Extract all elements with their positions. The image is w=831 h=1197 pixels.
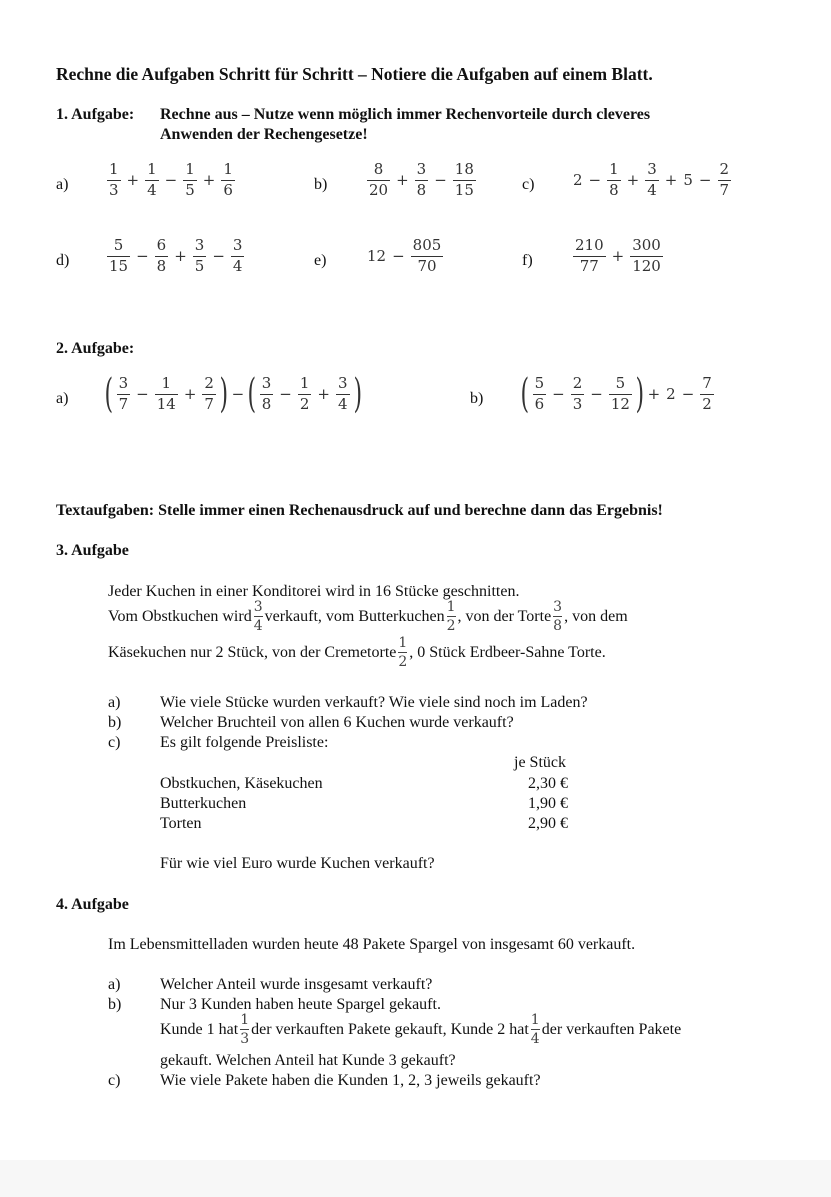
math-operator: + — [317, 385, 330, 403]
fraction-numerator: 7 — [702, 373, 712, 392]
task3-fraction-butterkuchen — [447, 600, 456, 633]
task1-d-expression — [104, 238, 247, 275]
task3-fraction-obstkuchen — [254, 600, 263, 633]
task2-label: 2. Aufgabe: — [56, 340, 135, 357]
price-value-butterkuchen: 1,90 € — [528, 795, 568, 812]
fraction-denominator: 8 — [156, 256, 167, 275]
fraction-numerator: 5 — [615, 373, 626, 392]
fraction-bar — [553, 616, 562, 617]
fraction — [571, 373, 585, 413]
fraction-denominator: 7 — [719, 180, 730, 199]
open-paren: ( — [247, 371, 257, 417]
math-number: 5 — [683, 171, 693, 190]
fraction-denominator: 7 — [204, 394, 214, 413]
task4-qc-text: Wie viele Pakete haben die Kunden 1, 2, 3 jeweils gekauft? — [160, 1072, 541, 1089]
task4-fraction-kunde2 — [531, 1013, 540, 1046]
fraction-denominator: 8 — [553, 618, 563, 634]
math-operator: − — [164, 171, 178, 190]
task3-qa-label: a) — [108, 694, 121, 711]
task3-label: 3. Aufgabe — [56, 542, 129, 559]
fraction-denominator: 4 — [338, 394, 348, 413]
fraction-denominator: 3 — [109, 180, 119, 199]
math-operator: − — [279, 385, 292, 403]
task4-qc-label: c) — [108, 1072, 121, 1089]
fraction-numerator: 3 — [232, 236, 243, 254]
fraction — [367, 162, 390, 199]
fraction-bar — [398, 652, 407, 653]
fraction-denominator: 14 — [156, 394, 176, 413]
math-operator: − — [590, 385, 603, 403]
math-number: 12 — [367, 247, 387, 266]
fraction-denominator: 8 — [609, 180, 619, 199]
math-operator: − — [698, 171, 712, 190]
fraction-numerator: 3 — [261, 373, 272, 392]
fraction-denominator: 4 — [232, 256, 243, 275]
fraction-numerator: 3 — [253, 599, 263, 615]
fraction-numerator: 5 — [113, 236, 124, 254]
task3-p2-text-c: , von der Torte — [457, 607, 552, 625]
fraction-denominator: 12 — [610, 394, 630, 413]
fraction — [415, 162, 429, 199]
fraction — [193, 238, 207, 275]
fraction — [630, 238, 663, 275]
math-operator: − — [212, 247, 225, 266]
task1-f-expression — [570, 238, 666, 275]
task4-qa-text: Welcher Anteil wurde insgesamt verkauft? — [160, 976, 433, 993]
fraction-numerator: 3 — [118, 373, 129, 392]
fraction — [183, 162, 197, 199]
task4-qb-line2 — [160, 1013, 681, 1046]
fraction-bar — [240, 1029, 249, 1030]
price-table-header: je Stück — [514, 754, 566, 771]
fraction — [155, 373, 178, 413]
fraction-numerator: 1 — [240, 1012, 250, 1028]
fraction — [260, 373, 274, 413]
fraction-denominator: 5 — [185, 180, 195, 199]
worksheet-title: Rechne die Aufgaben Schritt für Schritt – Notiere die Aufgaben auf einem Blatt. — [56, 64, 653, 84]
task1-c-expression — [570, 162, 734, 199]
task4-label: 4. Aufgabe — [56, 896, 129, 913]
fraction-denominator: 2 — [446, 618, 456, 634]
task3-qb-label: b) — [108, 714, 122, 731]
task1-instruction-line1: Rechne aus – Nutze wenn möglich immer Rechenvorteile durch cleveres — [160, 106, 651, 123]
math-operator: + — [626, 171, 640, 190]
fraction — [607, 162, 621, 199]
fraction-numerator: 1 — [398, 635, 408, 651]
task3-paragraph-3 — [108, 636, 606, 669]
math-number: 2 — [666, 385, 676, 403]
fraction-denominator: 4 — [253, 618, 263, 634]
fraction-numerator: 210 — [575, 236, 604, 254]
fraction — [336, 373, 350, 413]
fraction-numerator: 3 — [194, 236, 205, 254]
task1-c-label: c) — [522, 176, 535, 193]
task1-f-label: f) — [522, 252, 533, 269]
price-item-butterkuchen: Butterkuchen — [160, 795, 247, 812]
price-value-torten: 2,90 € — [528, 815, 568, 832]
task2-a-label: a) — [56, 390, 69, 407]
task2-b-label: b) — [470, 390, 484, 407]
task4-intro: Im Lebensmittelladen wurden heute 48 Pakete Spargel von insgesamt 60 verkauft. — [108, 936, 636, 953]
task4-qb-text: Nur 3 Kunden haben heute Spargel gekauft. — [160, 996, 441, 1013]
fraction-denominator: 3 — [240, 1031, 250, 1047]
fraction — [202, 373, 216, 413]
fraction-numerator: 1 — [185, 160, 195, 178]
task3-p2-text-d: , von dem — [564, 607, 628, 625]
task3-paragraph-1: Jeder Kuchen in einer Konditorei wird in 16 Stücke geschnitten. — [108, 583, 520, 600]
task1-b-label: b) — [314, 176, 328, 193]
fraction-numerator: 3 — [416, 160, 427, 178]
fraction — [718, 162, 732, 199]
close-paren: ) — [353, 371, 362, 417]
task4-qb2-text-c: der verkauften Pakete — [541, 1020, 682, 1038]
task4-qa-label: a) — [108, 976, 121, 993]
task4-qb-line3: gekauft. Welchen Anteil hat Kunde 3 gekauft? — [160, 1052, 456, 1069]
price-item-obst-kaese: Obstkuchen, Käsekuchen — [160, 775, 323, 792]
fraction — [231, 238, 245, 275]
fraction — [221, 162, 235, 199]
math-operator: + — [647, 385, 661, 403]
fraction-bar — [254, 616, 263, 617]
math-operator: + — [174, 247, 187, 266]
fraction-numerator: 300 — [632, 236, 661, 254]
fraction-denominator: 6 — [223, 180, 233, 199]
fraction-numerator: 1 — [299, 373, 310, 392]
fraction-numerator: 3 — [647, 160, 657, 178]
task1-a-expression — [104, 162, 238, 199]
fraction-denominator: 120 — [632, 256, 661, 275]
math-operator: − — [136, 385, 149, 403]
fraction — [117, 373, 131, 413]
task4-qb2-text-b: der verkauften Pakete gekauft, Kunde 2 hat — [251, 1020, 529, 1038]
fraction-numerator: 18 — [454, 160, 474, 178]
fraction-numerator: 1 — [446, 599, 456, 615]
open-paren: ( — [520, 371, 530, 417]
close-paren: ) — [219, 371, 229, 417]
task3-p2-text-a: Vom Obstkuchen wird — [108, 607, 252, 625]
math-operator: − — [434, 171, 447, 190]
math-number: 2 — [573, 171, 583, 190]
task1-label: 1. Aufgabe: — [56, 106, 135, 123]
math-operator: − — [136, 247, 149, 266]
fraction — [145, 162, 159, 199]
math-operator: + — [126, 171, 140, 190]
open-paren: ( — [104, 371, 114, 417]
fraction — [411, 238, 444, 275]
fraction-bar — [447, 616, 456, 617]
close-paren: ) — [635, 371, 645, 417]
fraction-denominator: 2 — [299, 394, 310, 413]
fraction-numerator: 5 — [534, 373, 545, 392]
task3-p2-text-b: verkauft, vom Butterkuchen — [264, 607, 445, 625]
task3-p3-text-b: , 0 Stück Erdbeer-Sahne Torte. — [409, 643, 606, 661]
task1-instruction-line2: Anwenden der Rechengesetze! — [160, 126, 368, 143]
fraction-denominator: 4 — [530, 1031, 540, 1047]
task3-qa-text: Wie viele Stücke wurden verkauft? Wie viele sind noch im Laden? — [160, 694, 588, 711]
math-operator: + — [183, 385, 197, 403]
textaufgaben-heading: Textaufgaben: Stelle immer einen Rechenausdruck auf und berechne dann das Ergebnis! — [56, 502, 663, 519]
fraction-numerator: 3 — [553, 599, 563, 615]
fraction-denominator: 3 — [572, 394, 583, 413]
task3-qc-text: Es gilt folgende Preisliste: — [160, 734, 329, 751]
fraction — [107, 238, 130, 275]
fraction-denominator: 4 — [647, 180, 657, 199]
fraction-numerator: 805 — [412, 236, 442, 254]
fraction-bar — [531, 1029, 540, 1030]
fraction — [645, 162, 659, 199]
fraction — [609, 373, 632, 413]
fraction-numerator: 2 — [719, 160, 730, 178]
task4-qb2-text-a: Kunde 1 hat — [160, 1020, 239, 1038]
task2-a-expression — [104, 371, 362, 417]
fraction-denominator: 15 — [109, 256, 129, 275]
task1-b-expression — [364, 162, 479, 199]
task4-fraction-kunde1 — [240, 1013, 249, 1046]
fraction-numerator: 1 — [609, 160, 619, 178]
fraction-denominator: 70 — [417, 256, 437, 275]
task3-p3-text-a: Käsekuchen nur 2 Stück, von der Cremetorte — [108, 643, 397, 661]
math-operator: + — [664, 171, 678, 190]
fraction-numerator: 8 — [373, 160, 384, 178]
math-operator: − — [681, 385, 695, 403]
fraction-denominator: 6 — [534, 394, 545, 413]
fraction — [700, 373, 714, 413]
fraction-numerator: 2 — [204, 373, 214, 392]
task3-fraction-torte — [553, 600, 562, 633]
fraction-denominator: 7 — [118, 394, 129, 413]
fraction-denominator: 2 — [702, 394, 712, 413]
fraction — [453, 162, 476, 199]
fraction-denominator: 4 — [147, 180, 157, 199]
fraction-numerator: 1 — [161, 373, 172, 392]
fraction-denominator: 8 — [261, 394, 272, 413]
fraction-numerator: 1 — [147, 160, 157, 178]
task1-a-label: a) — [56, 176, 69, 193]
math-operator: + — [396, 171, 409, 190]
fraction-numerator: 2 — [572, 373, 583, 392]
fraction-numerator: 1 — [530, 1012, 540, 1028]
math-operator: − — [552, 385, 565, 403]
fraction-denominator: 77 — [579, 256, 599, 275]
task3-qb-text: Welcher Bruchteil von allen 6 Kuchen wurde verkauft? — [160, 714, 514, 731]
fraction-numerator: 3 — [338, 373, 348, 392]
task3-qc-question: Für wie viel Euro wurde Kuchen verkauft? — [160, 855, 435, 872]
fraction — [533, 373, 547, 413]
task3-paragraph-2 — [108, 600, 628, 633]
math-operator: − — [392, 247, 405, 266]
fraction — [107, 162, 121, 199]
price-value-obst-kaese: 2,30 € — [528, 775, 568, 792]
task2-b-expression — [520, 371, 717, 417]
task1-e-label: e) — [314, 252, 327, 269]
math-operator: + — [611, 247, 625, 266]
page-bottom-shade — [0, 1160, 831, 1197]
fraction-denominator: 15 — [454, 180, 474, 199]
task4-qb-label: b) — [108, 996, 122, 1013]
task3-fraction-cremetorte — [398, 636, 407, 669]
task3-qc-label: c) — [108, 734, 121, 751]
fraction-numerator: 1 — [109, 160, 119, 178]
fraction-denominator: 8 — [416, 180, 427, 199]
fraction — [155, 238, 169, 275]
fraction — [573, 238, 606, 275]
math-operator: − — [231, 385, 245, 403]
math-operator: − — [588, 171, 602, 190]
price-item-torten: Torten — [160, 815, 202, 832]
task1-d-label: d) — [56, 252, 70, 269]
fraction-numerator: 6 — [156, 236, 167, 254]
task1-e-expression — [364, 238, 446, 275]
fraction-denominator: 5 — [194, 256, 205, 275]
fraction-denominator: 2 — [398, 654, 408, 670]
fraction-denominator: 20 — [369, 180, 389, 199]
fraction-numerator: 1 — [223, 160, 233, 178]
math-operator: + — [202, 171, 216, 190]
fraction — [298, 373, 312, 413]
